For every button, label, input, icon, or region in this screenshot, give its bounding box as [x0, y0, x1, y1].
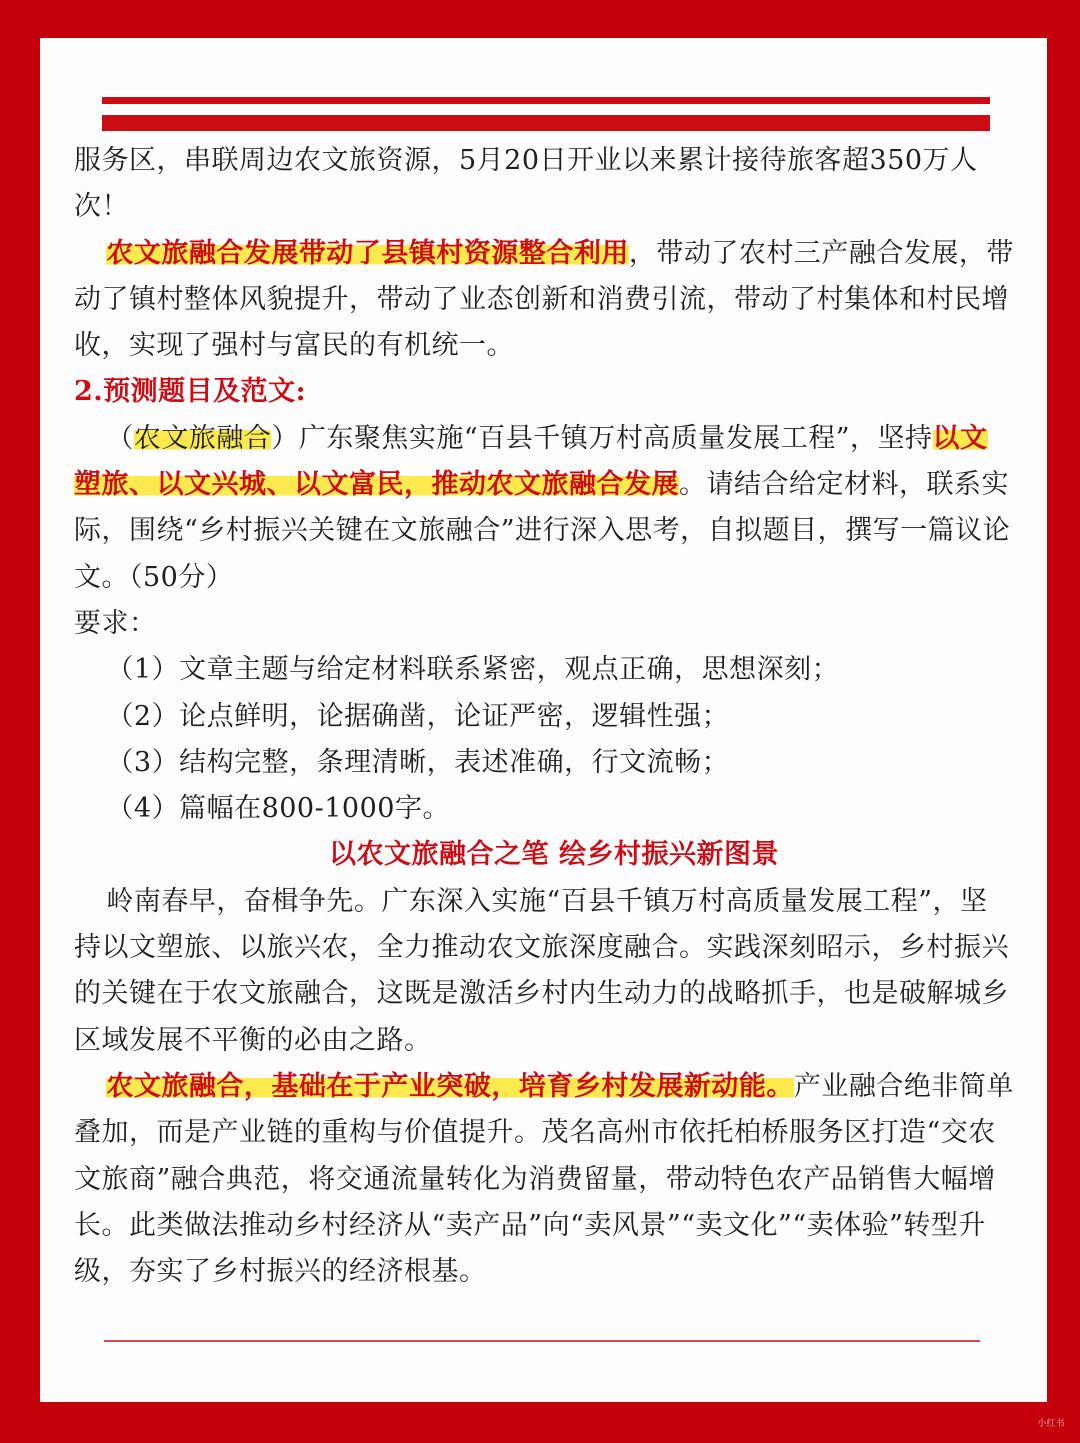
essay-paragraph-1: 岭南春早，奋楫争先。广东深入实施“百县千镇万村高质量发展工程”，坚持以文塑旅、以旅兴农，全力推动农文旅深度融合。实践深刻昭示，乡村振兴的关键在于农文旅融合，这既是激活乡村内生动力的战略抓手，也是破解城乡区域发展不平衡的必由之路。 [74, 885, 1009, 1056]
watermark-logo: 小红书 [1037, 1419, 1065, 1429]
highlight-essay-point: 农文旅融合，基础在于产业突破，培育乡村发展新动能。 [106, 1070, 794, 1102]
paragraph-prompt [74, 416, 1014, 601]
prompt-rest: 。请结合给定材料，联系实际，围绕“乡村振兴关键在文旅融合”进行深入思考，自拟题目，撰写一篇议论文。（50分） [74, 469, 1011, 593]
paragraph-summary [74, 231, 1014, 370]
paragraph-intro: 服务区，串联周边农文旅资源，5月20日开业以来累计接待旅客超350万人次！ [74, 145, 978, 223]
essay-paragraph-2 [74, 1064, 1014, 1295]
top-decor-bar-thick [102, 115, 990, 131]
requirement-item-2: （2）论点鲜明，论据确凿，论证严密，逻辑性强； [106, 700, 730, 732]
highlight-summary: 农文旅融合发展带动了县镇村资源整合利用 [106, 237, 629, 269]
requirement-item-3: （3）结构完整，条理清晰，表述准确，行文流畅； [106, 746, 730, 778]
highlight-topic: 农文旅融合 [133, 422, 272, 454]
article-content [74, 138, 1014, 1295]
highlight-prompt-key: 以文塑旅、以文兴城、以文富民，推动农文旅融合发展 [74, 422, 988, 501]
prompt-open-paren: （ [106, 422, 134, 454]
requirements-label: 要求： [74, 607, 157, 639]
section-heading: 2.预测题目及范文: [74, 376, 307, 408]
paragraph-summary-rest: ，带动了农村三产融合发展，带动了镇村整体风貌提升，带动了业态创新和消费引流，带动了村集体和村民增收，实现了强村与富民的有机统一。 [74, 237, 1014, 362]
prompt-close-paren: ） [271, 422, 299, 454]
requirement-item-1: （1）文章主题与给定材料联系紧密，观点正确，思想深刻； [106, 654, 840, 686]
top-decor-bar-thin [102, 97, 990, 104]
prompt-mid: 广东聚焦实施“百县千镇万村高质量发展工程”，坚持 [298, 422, 933, 454]
essay-paragraph-2-rest: 产业融合绝非简单叠加，而是产业链的重构与价值提升。茂名高州市依托柏桥服务区打造“交农文旅商”融合典范，将交通流量转化为消费留量，带动特色农产品销售大幅增长。此类做法推动乡村经济从“卖产品”向“卖风景”“卖文化”“卖体验”转型升级，夯实了乡村振兴的经济根基。 [74, 1070, 1014, 1288]
essay-title: 以农文旅融合之笔 绘乡村振兴新图景 [329, 839, 779, 871]
bottom-divider [104, 1340, 980, 1342]
document-page [40, 38, 1047, 1402]
requirement-item-4: （4）篇幅在800-1000字。 [106, 793, 450, 825]
